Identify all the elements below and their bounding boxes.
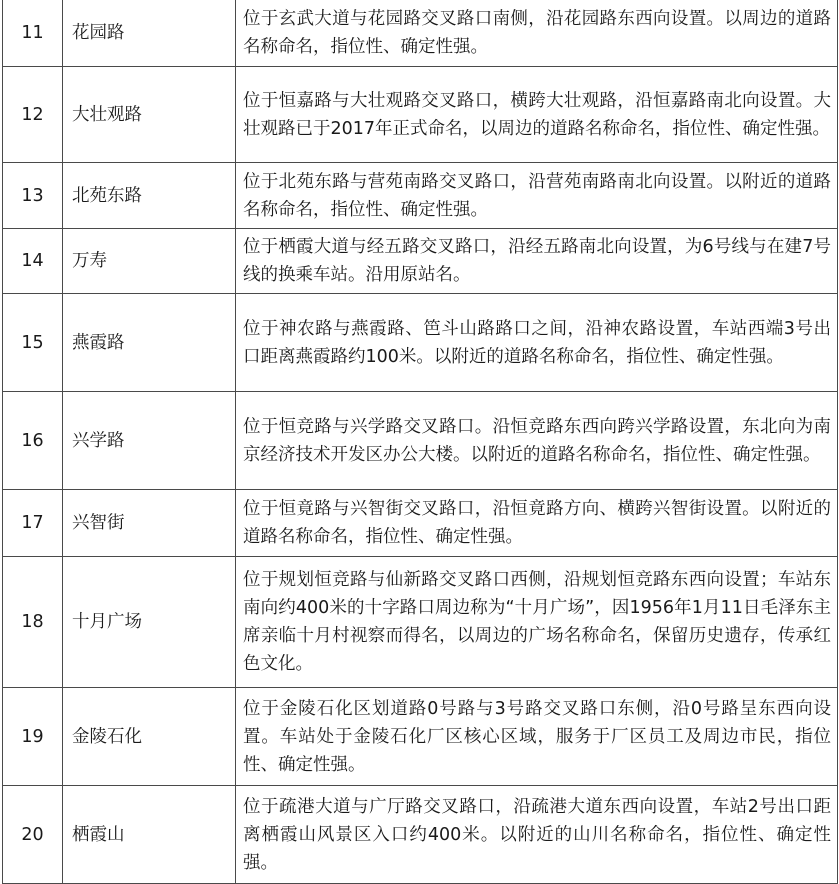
row-number: 17 [3, 490, 63, 557]
row-number: 12 [3, 67, 63, 163]
station-name: 大壮观路 [63, 67, 236, 163]
table-row [3, 392, 838, 490]
table-row [3, 0, 838, 67]
station-description: 位于疏港大道与广厅路交叉路口，沿疏港大道东西向设置，车站2号出口距离栖霞山风景区入口约400米。以附近的山川名称命名，指位性、确定性强。 [236, 786, 838, 884]
row-number: 14 [3, 229, 63, 294]
row-number: 19 [3, 688, 63, 786]
table-row [3, 67, 838, 163]
station-name: 兴学路 [63, 392, 236, 490]
station-name: 万寿 [63, 229, 236, 294]
row-number: 11 [3, 0, 63, 67]
table-row [3, 490, 838, 557]
station-description: 位于玄武大道与花园路交叉路口南侧，沿花园路东西向设置。以周边的道路名称命名，指位性、确定性强。 [236, 0, 838, 67]
station-name: 燕霞路 [63, 294, 236, 392]
station-name: 十月广场 [63, 557, 236, 688]
table-row [3, 163, 838, 229]
station-name: 金陵石化 [63, 688, 236, 786]
station-name: 北苑东路 [63, 163, 236, 229]
station-name: 栖霞山 [63, 786, 236, 884]
station-name: 兴智街 [63, 490, 236, 557]
station-description: 位于金陵石化区划道路0号路与3号路交叉路口东侧，沿0号路呈东西向设置。车站处于金陵石化厂区核心区域，服务于厂区员工及周边市民，指位性、确定性强。 [236, 688, 838, 786]
row-number: 20 [3, 786, 63, 884]
row-number: 16 [3, 392, 63, 490]
table-row [3, 557, 838, 688]
table-row [3, 688, 838, 786]
station-description: 位于恒竞路与兴学路交叉路口。沿恒竞路东西向跨兴学路设置，东北向为南京经济技术开发区办公大楼。以附近的道路名称命名，指位性、确定性强。 [236, 392, 838, 490]
station-description: 位于神农路与燕霞路、笆斗山路路口之间，沿神农路设置，车站西端3号出口距离燕霞路约100米。以附近的道路名称命名，指位性、确定性强。 [236, 294, 838, 392]
station-name: 花园路 [63, 0, 236, 67]
station-description: 位于规划恒竞路与仙新路交叉路口西侧，沿规划恒竞路东西向设置；车站东南向约400米的十字路口周边称为“十月广场”，因1956年1月11日毛泽东主席亲临十月村视察而得名，以周边的广场名称命名，保留历史遗存，传承红色文化。 [236, 557, 838, 688]
station-description: 位于北苑东路与营苑南路交叉路口，沿营苑南路南北向设置。以附近的道路名称命名，指位性、确定性强。 [236, 163, 838, 229]
table-row [3, 229, 838, 294]
table-row [3, 786, 838, 884]
station-naming-table [2, 0, 838, 884]
row-number: 13 [3, 163, 63, 229]
row-number: 18 [3, 557, 63, 688]
station-description: 位于恒竟路与兴智街交叉路口，沿恒竟路方向、横跨兴智街设置。以附近的道路名称命名，指位性、确定性强。 [236, 490, 838, 557]
table-row [3, 294, 838, 392]
row-number: 15 [3, 294, 63, 392]
station-description: 位于恒嘉路与大壮观路交叉路口，横跨大壮观路，沿恒嘉路南北向设置。大壮观路已于2017年正式命名，以周边的道路名称命名，指位性、确定性强。 [236, 67, 838, 163]
station-description: 位于栖霞大道与经五路交叉路口，沿经五路南北向设置，为6号线与在建7号线的换乘车站。沿用原站名。 [236, 229, 838, 294]
